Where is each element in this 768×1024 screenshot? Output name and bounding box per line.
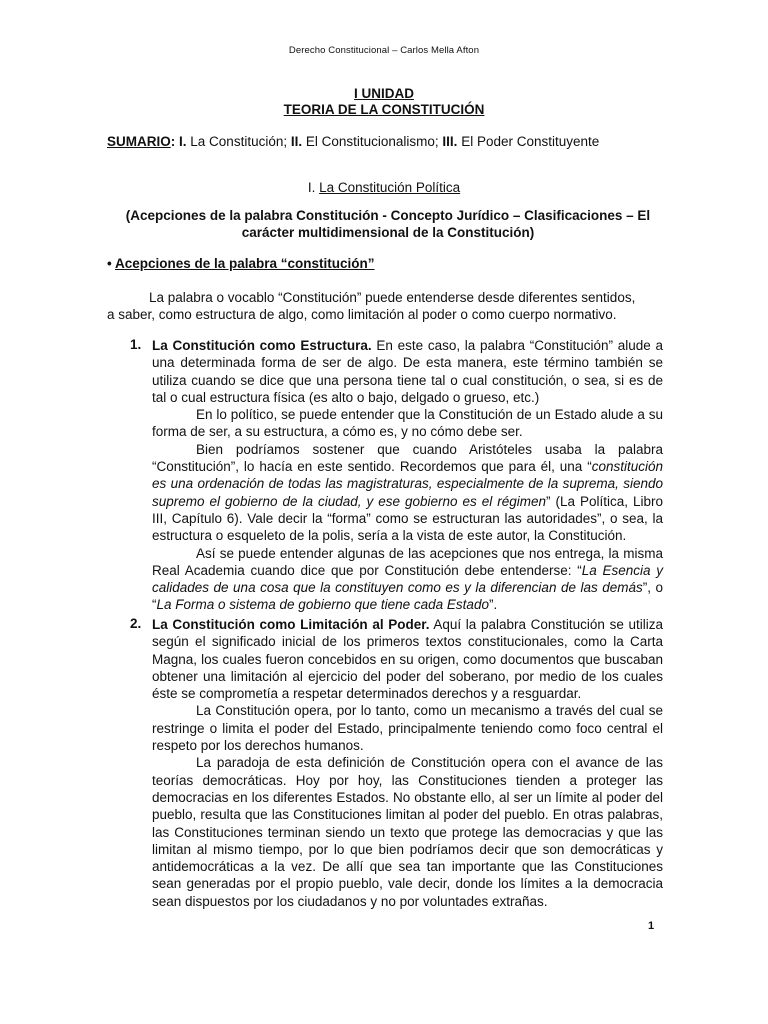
summary-label: SUMARIO xyxy=(107,134,171,149)
item-2-para-2: La Constitución opera, por lo tanto, como un mecanismo a través del cual se restringe o limita el poder del Estado, principalmente teniendo como foco central el respeto por los derechos humanos. xyxy=(152,703,663,754)
item-1-body xyxy=(152,337,663,614)
item-1-para-2: En lo político, se puede entender que la Constitución de un Estado alude a su forma de ser, a su estructura, a cómo es, y no cómo debe ser. xyxy=(152,407,663,440)
item-2-heading: La Constitución como Limitación al Poder. xyxy=(152,617,430,632)
item-1-para-4-c: ”. xyxy=(488,597,498,613)
item-1-rae-def-1: La Esencia y calidades de una cosa que la constituyen como es y la diferencian de las demás xyxy=(152,562,664,596)
item-1-para-1: En este caso, la palabra “Constitución” alude a una determinada forma de ser de algo. De esta manera, este término también se utiliza cuando se dice que una persona tiene tal o cual constitución, o sea, si es de tal o cual estructura física (es alto o bajo, delgado o grueso, etc.) xyxy=(152,338,663,405)
summary-text-3: El Poder Constituyente xyxy=(457,134,600,149)
item-2-body xyxy=(152,616,663,910)
section-title xyxy=(0,180,768,195)
item-1-para-3-a: Bien podríamos sostener que cuando Aristóteles usaba la palabra “Constitución”, lo hacía en este sentido. Recordemos que para él, una “ xyxy=(152,441,663,475)
item-1-para-3-b: ” (La Política, Libro III, Capítulo 6). Vale decir la “forma” como se estructuran las autoridades”, o sea, la estructura o esqueleto de la polis, sería a la vista de este autor, la Constitución. xyxy=(152,493,663,544)
item-1-para-4-a: Así se puede entender algunas de las acepciones que nos entrega, la misma Real Academia cuando dice que por Constitución debe entenderse: “ xyxy=(152,545,663,578)
item-2-para-3: La paradoja de esta definición de Constitución opera con el avance de las teorías democráticas. Hoy por hoy, las Constituciones tienden a proteger las democracias en los diferentes Estados. No obstante ello, al ser un límite al poder del pueblo, resulta que las Constituciones limitan al poder del pueblo. En otras palabras, las Constituciones terminan siendo un texto que protege las democracias y que las limitan al mismo tiempo, por lo que bien podríamos decir que son democráticas y antidemocráticas a la vez. De allí que sea tan importante que las Constituciones sean generadas por el propio pueblo, vale decir, donde los límites a la democracia sean dispuestos por los ciudadanos y no por voluntades extrañas. xyxy=(152,755,663,909)
section-subtitle: (Acepciones de la palabra Constitución - Concepto Jurídico – Clasificaciones – El carácter multidimensional de la Constitución) xyxy=(125,208,651,240)
item-1-para-3 xyxy=(152,441,663,545)
summary-text-1: La Constitución; xyxy=(186,134,291,149)
summary-num-2: II. xyxy=(290,134,303,149)
summary-num-3: III. xyxy=(442,134,458,149)
running-header: Derecho Constitucional – Carlos Mella Afton xyxy=(288,45,480,56)
item-1-para-4-b: ”, o “ xyxy=(152,580,663,613)
item-1-para-4 xyxy=(152,545,663,614)
intro-line-1: La palabra o vocablo “Constitución” puede entenderse desde diferentes sentidos, xyxy=(149,290,636,305)
page-number: 1 xyxy=(648,920,655,932)
section-heading: La Constitución Política xyxy=(319,180,461,195)
item-2-para-1: Aquí la palabra Constitución se utiliza según el significado inicial de los primeros textos constitucionales, como la Carta Magna, los cuales fueron concebidos en su origen, como documentos que buscaban obtener una limitación al ejercicio del poder del soberano, por medio de los cuales éste se comprometía a respetar determinados derechos y a resguardar. xyxy=(152,617,663,702)
intro-line-2: a saber, como estructura de algo, como limitación al poder o como cuerpo normativo. xyxy=(107,307,617,322)
item-1-number: 1. xyxy=(130,337,142,352)
bullet-title: Acepciones de la palabra “constitución” xyxy=(114,256,375,271)
summary-line: SUMARIO: I. La Constitución; II. El Constitucionalismo; III. El Poder Constituyente xyxy=(107,134,600,149)
intro-paragraph xyxy=(107,289,663,323)
summary-num-1: I. xyxy=(179,134,187,149)
summary-text-2: El Constitucionalismo; xyxy=(302,134,443,149)
section-prefix: I. xyxy=(307,180,320,195)
bullet-heading xyxy=(107,256,375,271)
item-2-number: 2. xyxy=(130,616,142,631)
item-1-heading: La Constitución como Estructura. xyxy=(152,338,372,353)
unit-title: I UNIDAD xyxy=(354,86,414,101)
item-1-quote: constitución es una ordenación de todas las magistraturas, especialmente de la suprema, siendo supremo el gobierno de la ciudad, y ese gobierno es el régimen xyxy=(152,459,663,509)
item-1-rae-def-2: La Forma o sistema de gobierno que tiene cada Estado xyxy=(156,597,489,613)
main-title: TEORIA DE LA CONSTITUCIÓN xyxy=(283,102,485,117)
bullet-mark: • xyxy=(107,256,115,271)
